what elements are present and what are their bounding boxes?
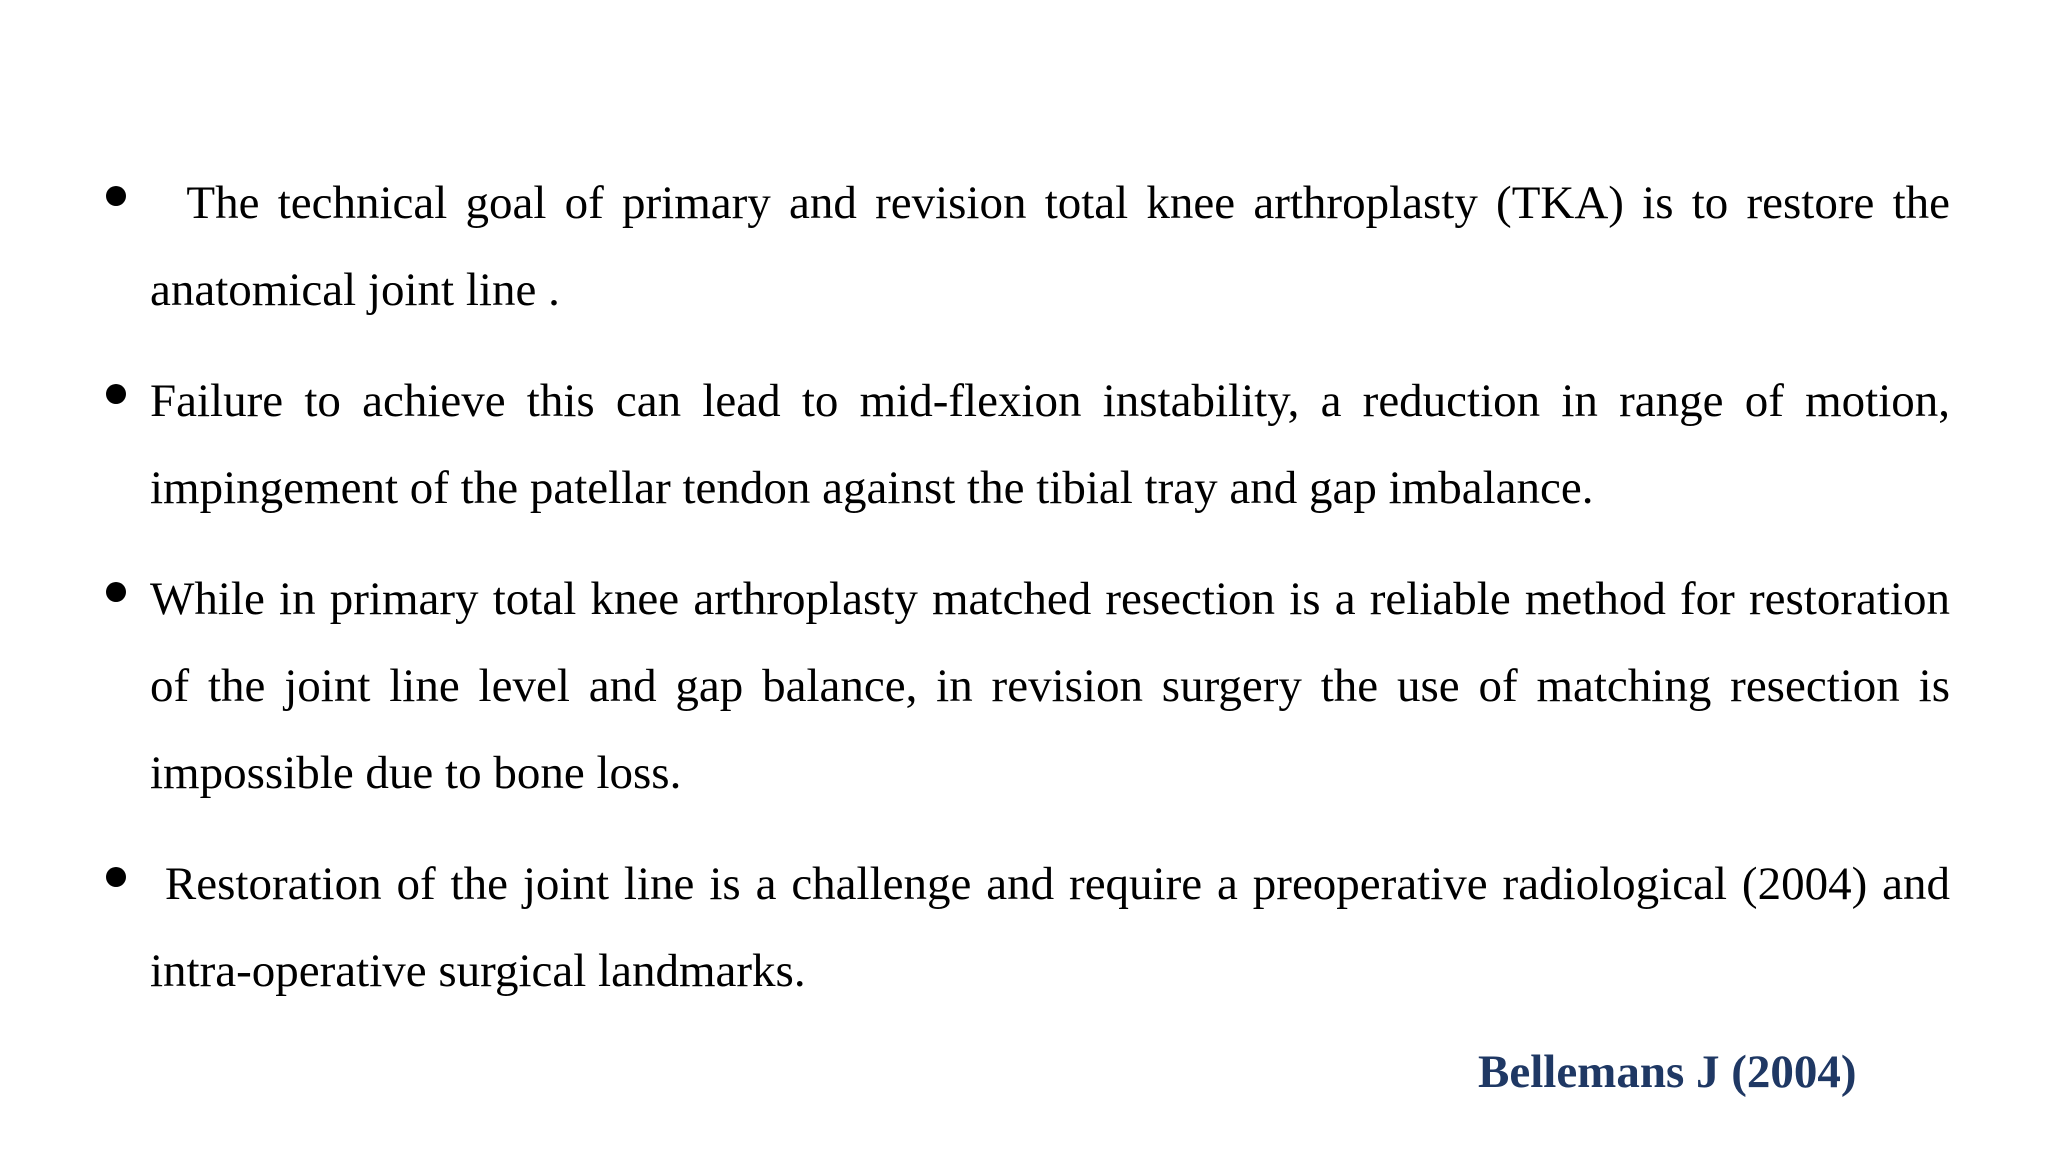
bullet-item-3 [150,556,1950,817]
bullet-dot-icon [106,867,126,887]
bullet-list [150,160,1950,1039]
bullet-text-1: The technical goal of primary and revision total knee arthroplasty (TKA) is to restore the anatomical joint line . [150,177,1950,316]
bullet-text-4: Restoration of the joint line is a challenge and require a preoperative radiological (2004) and intra-operative surgical landmarks. [150,858,1950,997]
bullet-text-3: While in primary total knee arthroplasty matched resection is a reliable method for restoration of the joint line level and gap balance, in revision surgery the use of matching resection is impossible due to bone loss. [150,573,1950,799]
bullet-dot-icon [106,384,126,404]
bullet-item-4 [150,841,1950,1015]
bullet-item-2 [150,358,1950,532]
bullet-item-1 [150,160,1950,334]
bullet-dot-icon [106,186,126,206]
citation: Bellemans J (2004) [1478,1046,1857,1098]
bullet-dot-icon [106,582,126,602]
bullet-text-2: Failure to achieve this can lead to mid-flexion instability, a reduction in range of motion, impingement of the patellar tendon against the tibial tray and gap imbalance. [150,375,1950,514]
